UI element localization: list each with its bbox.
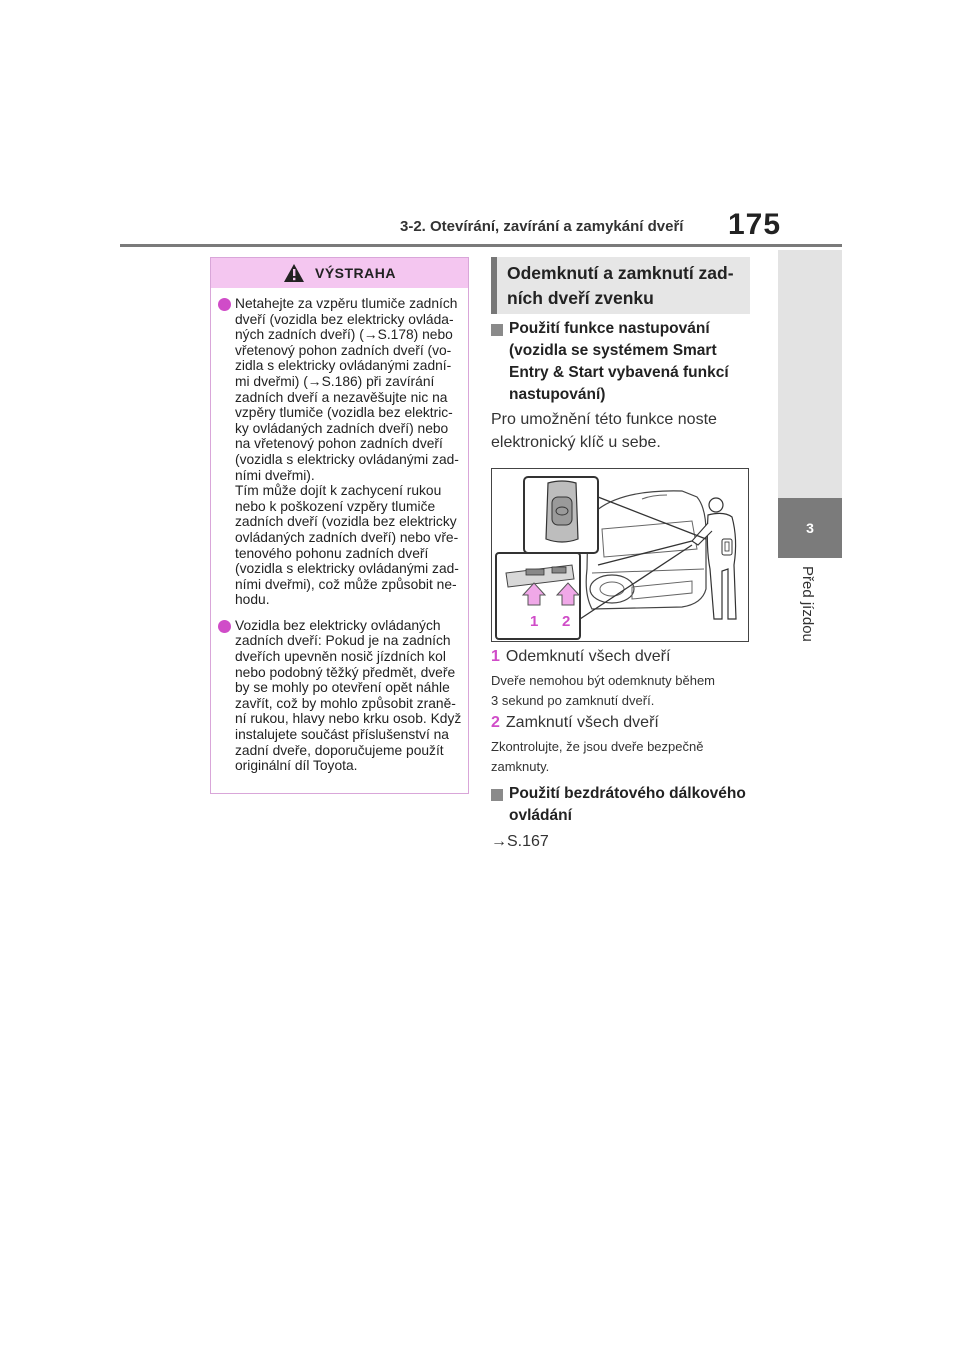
warning-item-text: Vozidla bez elektricky ovládaných zadních dveří: Pokud je na zadních dveřích upevněn nosič jízdních kol nebo podobný těžký předmět, dveře by se mohly po otevření opět náhle zavřít, což by mohlo způsobit zraně- ní rukou, hlavy nebo krku osob. Když instalujete součást příslušenství na zadní dveře, doporučujeme použít originální díl Toyota. xyxy=(235,617,462,774)
step-number: 1 xyxy=(491,648,500,665)
warning-item xyxy=(217,296,462,608)
warning-body xyxy=(211,288,468,774)
warning-title: VÝSTRAHA xyxy=(314,265,396,281)
entry-function-text: Pro umožnění této funkce noste elektronický klíč u sebe. xyxy=(491,411,717,451)
chapter-label: Před jízdou xyxy=(799,566,816,642)
side-tab-strip xyxy=(778,250,842,500)
remote-page-reference[interactable]: →S.167 xyxy=(491,833,549,850)
subsection-title: Použití bezdrátového dálkového ovládání xyxy=(509,785,746,824)
step-unlock-note: Dveře nemohou být odemknuty během 3 sekund po zamknutí dveří. xyxy=(491,673,716,708)
running-header-section: 3-2. Otevírání, zavírání a zamykání dveří xyxy=(400,218,684,235)
warning-item-text: Netahejte za vzpěru tlumiče zadních dveří (vozidla bez elektricky ovláda- ných zadních dveří) (→S.178) nebo vřetenový pohon zadních dveří (vo- zidla s elektricky ovládanými zadní- mi dveřmi) (→S.186) při zavírání zadních dveří a nezavěšujte nic na vzpěry tlumiče (vozidla bez elektric- ky ovládaných zadních dveří) nebo na vřetenový pohon zadních dveří (vozidla s elektricky ovládanými zad- ními dveřmi). Tím může dojít k zachycení rukou nebo k poškození vzpěry tlumiče zadních dveří (vozidla bez elektricky ovládaných zadních dveří) nebo vře- tenového pohonu zadních dveří (vozidla s elektricky ovládanými zad- ními dveřmi), což může způsobit ne- hodu. xyxy=(235,296,459,608)
chapter-number-tab: 3 xyxy=(778,498,842,558)
figure-tailgate-illustration xyxy=(491,468,749,642)
header-rule xyxy=(120,244,842,247)
step-label: Zamknutí všech dveří xyxy=(505,714,659,731)
warning-triangle-icon xyxy=(283,263,305,283)
step-lock-note: Zkontrolujte, že jsou dveře bezpečně zamknuty. xyxy=(491,739,704,774)
square-bullet-icon xyxy=(491,324,503,336)
warning-box xyxy=(210,257,469,794)
figure-label-1: 1 xyxy=(530,613,539,630)
figure-label-2: 2 xyxy=(562,613,571,630)
step-label: Odemknutí všech dveří xyxy=(505,648,671,665)
square-bullet-icon xyxy=(491,789,503,801)
section-heading: Odemknutí a zamknutí zad- ních dveří zvenku xyxy=(491,257,750,314)
step-number: 2 xyxy=(491,714,500,731)
page-number: 175 xyxy=(728,208,782,241)
step-unlock xyxy=(491,648,670,666)
subsection-title: Použití funkce nastupování (vozidla se systémem Smart Entry & Start vybavená funkcí nastupování) xyxy=(509,320,729,403)
warning-header xyxy=(211,258,468,288)
chapter-label-wrap xyxy=(778,558,842,658)
subsection-heading-entry-function xyxy=(491,318,729,406)
subsection-heading-remote xyxy=(491,783,746,827)
warning-item xyxy=(217,618,462,774)
bullet-icon xyxy=(218,620,231,633)
step-lock xyxy=(491,714,659,732)
bullet-icon xyxy=(218,298,231,311)
